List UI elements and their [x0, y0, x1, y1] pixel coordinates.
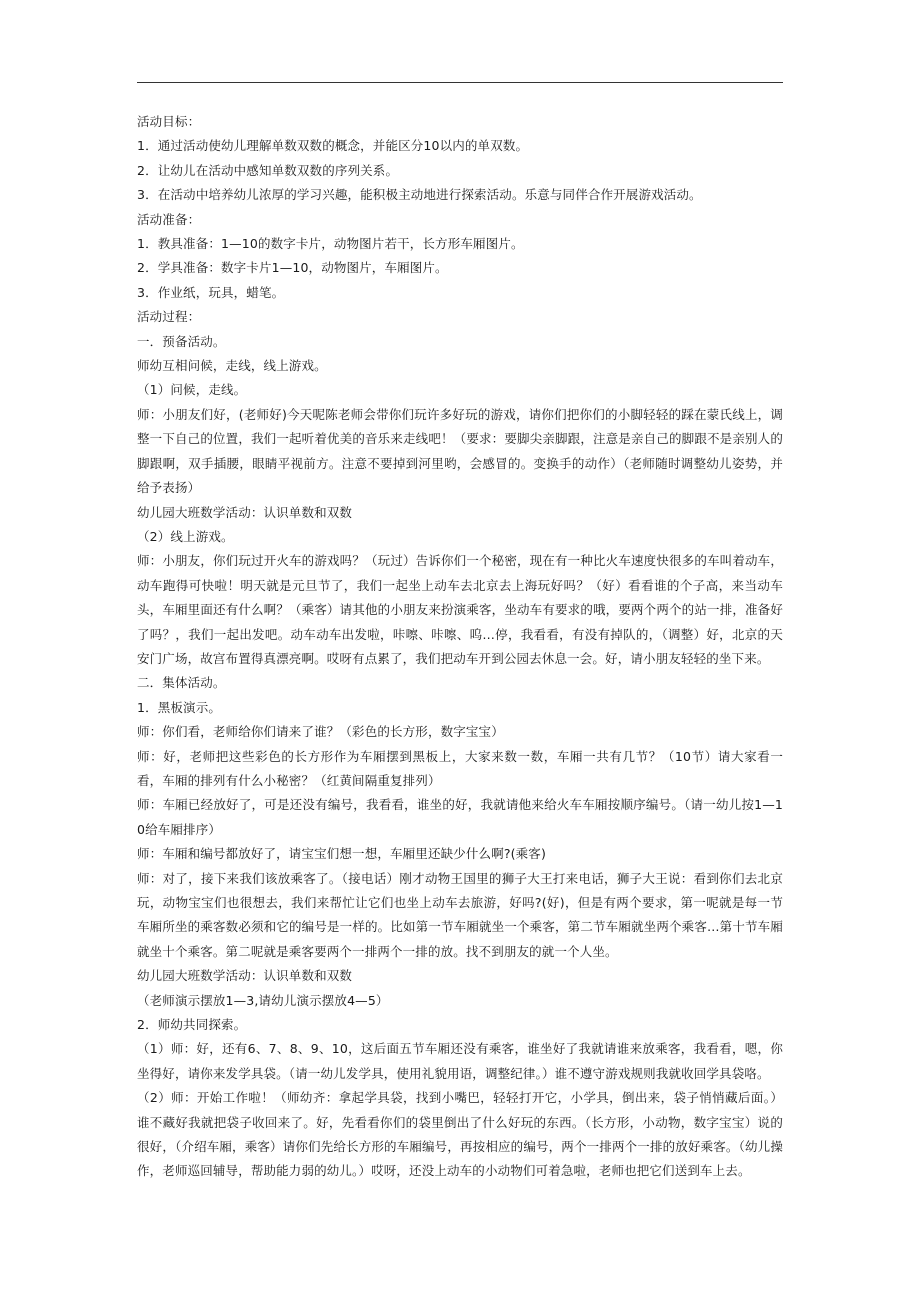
- paragraph: 师幼互相问候，走线，线上游戏。: [137, 358, 327, 374]
- paragraph: 师：好，老师把这些彩色的长方形作为车厢摆到黑板上，大家来数一数，车厢一共有几节？（10节）请大家看一看，车厢的排列有什么小秘密？（红黄间隔重复排列）: [137, 748, 783, 788]
- header-rule: [137, 82, 783, 83]
- document-body: [137, 110, 783, 1184]
- paragraph: 3．作业纸，玩具，蜡笔。: [137, 284, 285, 300]
- paragraph: （老师演示摆放1—3,请幼儿演示摆放4—5）: [137, 992, 389, 1008]
- paragraph: 2．让幼儿在活动中感知单数双数的序列关系。: [137, 162, 399, 178]
- paragraph: 活动目标：: [137, 114, 201, 129]
- paragraph: 1．黑板演示。: [137, 699, 222, 715]
- paragraph: （1）师：好，还有6、7、8、9、10，这后面五节车厢还没有乘客，谁坐好了我就请谁来放乘客，我看看，嗯，你坐得好，请你来发学具袋。（请一幼儿发学具，使用礼貌用语，调整纪律。）谁不遵守游戏规则我就收回学具袋咯。: [137, 1041, 783, 1081]
- paragraph: （2）线上游戏。: [137, 528, 234, 544]
- paragraph: 师：你们看，老师给你们请来了谁？（彩色的长方形，数字宝宝）: [137, 724, 504, 740]
- paragraph: 师：车厢和编号都放好了，请宝宝们想一想，车厢里还缺少什么啊?(乘客): [137, 846, 546, 862]
- paragraph: 二．集体活动。: [137, 675, 226, 691]
- paragraph: 师：车厢已经放好了，可是还没有编号，我看看，谁坐的好，我就请他来给火车车厢按顺序编号。（请一幼儿按1—10给车厢排序）: [137, 797, 783, 837]
- paragraph: 活动准备：: [137, 211, 201, 227]
- paragraph: 活动过程：: [137, 309, 201, 325]
- paragraph: 幼儿园大班数学活动：认识单数和双数: [137, 968, 353, 984]
- paragraph: 3．在活动中培养幼儿浓厚的学习兴趣，能积极主动地进行探索活动。乐意与同伴合作开展游戏活动。: [137, 187, 702, 203]
- paragraph: （2）师：开始工作啦！（师幼齐：拿起学具袋，找到小嘴巴，轻轻打开它，小学具，倒出来，袋子悄悄藏后面。）谁不藏好我就把袋子收回来了。好，先看看你们的袋里倒出了什么好玩的东西。（长方形，小动物，数字宝宝）说的很好，（介绍车厢，乘客）请你们先给长方形的车厢编号，再按相应的编号，两个一排两个一排的放好乘客。（幼儿操作，老师巡回辅导，帮助能力弱的幼儿。）哎呀，还没上动车的小动物们可着急啦，老师也把它们送到车上去。: [137, 1090, 783, 1179]
- paragraph: 1．通过活动使幼儿理解单数双数的概念，并能区分10以内的单双数。: [137, 138, 529, 154]
- paragraph: 师：对了，接下来我们该放乘客了。（接电话）刚才动物王国里的狮子大王打来电话，狮子大王说：看到你们去北京玩，动物宝宝们也很想去，我们来帮忙让它们也坐上动车去旅游，好吗?(好)，但是有两个要求，第一呢就是每一节车厢所坐的乘客数必须和它的编号是一样的。比如第一节车厢就坐一个乘客，第二节车厢就坐两个乘客…第十节车厢就坐十个乘客。第二呢就是乘客要两个一排两个一排的放。找不到朋友的就一个人坐。: [137, 870, 783, 959]
- paragraph: 2．师幼共同探索。: [137, 1017, 247, 1033]
- paragraph: 2．学具准备：数字卡片1—10，动物图片，车厢图片。: [137, 260, 448, 276]
- paragraph: 一．预备活动。: [137, 333, 226, 349]
- paragraph: （1）问候，走线。: [137, 382, 247, 398]
- paragraph: 1．教具准备：1—10的数字卡片，动物图片若干，长方形车厢图片。: [137, 236, 524, 252]
- paragraph: 师：小朋友们好，(老师好)今天呢陈老师会带你们玩许多好玩的游戏，请你们把你们的小脚轻轻的踩在蒙氏线上，调整一下自己的位置，我们一起听着优美的音乐来走线吧！（要求：要脚尖亲脚跟，注意是亲自己的脚跟不是亲别人的脚跟啊，双手插腰，眼睛平视前方。注意不要掉到河里哟，会感冒的。变换手的动作）（老师随时调整幼儿姿势，并给予表扬）: [137, 406, 783, 496]
- paragraph: 幼儿园大班数学活动：认识单数和双数: [137, 504, 353, 520]
- paragraph: 师：小朋友，你们玩过开火车的游戏吗？（玩过）告诉你们一个秘密，现在有一种比火车速度快很多的车叫着动车，动车跑得可快啦！明天就是元旦节了，我们一起坐上动车去北京去上海玩好吗？（好）看看谁的个子高，来当动车头，车厢里面还有什么啊？（乘客）请其他的小朋友来扮演乘客，坐动车有要求的哦，要两个两个的站一排，准备好了吗？，我们一起出发吧。动车动车出发啦，咔嚓、咔嚓、呜…停，我看看，有没有掉队的，（调整）好，北京的天安门广场，故宫布置得真漂亮啊。哎呀有点累了，我们把动车开到公园去休息一会。好，请小朋友轻轻的坐下来。: [137, 553, 783, 666]
